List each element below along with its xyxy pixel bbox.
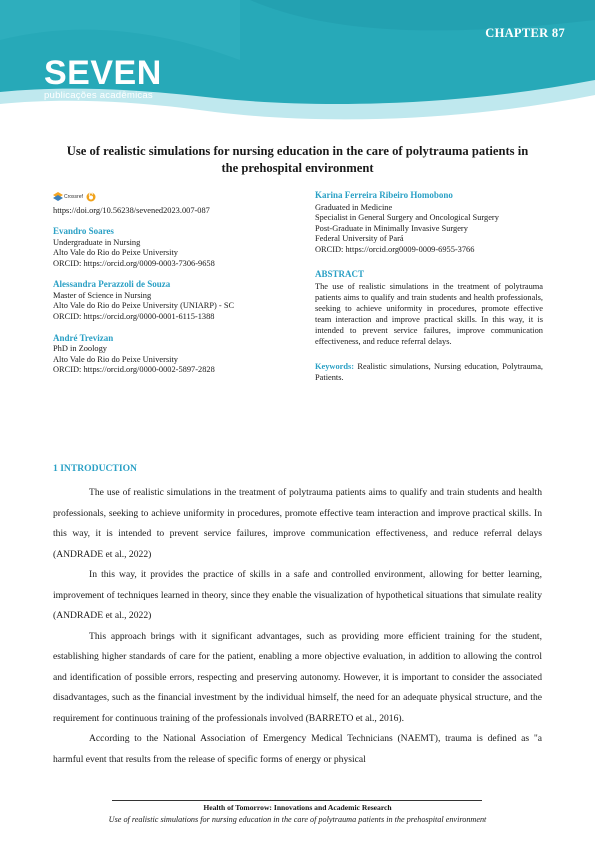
badges-row xyxy=(53,190,293,204)
author-orcid[interactable]: ORCID: https://orcid.org/0000-0002-5897-2828 xyxy=(53,365,215,375)
doi-link[interactable]: https://doi.org/10.56238/sevened2023.007-087 xyxy=(53,206,210,215)
author-block xyxy=(53,333,293,376)
author-orcid[interactable]: ORCID: https://orcid.org/0009-0003-7306-9658 xyxy=(53,258,215,268)
author-postgrad: Post-Graduate in Minimally Invasive Surgery xyxy=(315,223,468,233)
author-affiliation: Alto Vale do Rio do Peixe University xyxy=(53,248,178,258)
author-orcid[interactable]: ORCID: https://orcid.org0009-0009-6955-3766 xyxy=(315,244,475,254)
introduction-body xyxy=(53,483,542,770)
crossref-badge[interactable] xyxy=(53,192,83,202)
footer-divider xyxy=(112,800,482,801)
article-title: Use of realistic simulations for nursing education in the care of polytrauma patients in the prehospital environment xyxy=(66,144,529,175)
author-name: Evandro Soares xyxy=(53,226,114,236)
body-paragraph: The use of realistic simulations in the treatment of polytrauma patients aims to qualify and train students and health professionals, seeking to achieve uniformity in procedures, promote effective team interaction and improve practical skills. In this way, it is intended to prevent service failures, improve communication effectiveness, and reduce referral delays (ANDRADE et al., 2022) xyxy=(53,487,542,560)
body-paragraph: According to the National Association of Emergency Medical Technicians (NAEMT), trauma is defined as "a harmful event that results from the release of specific forms of energy or physical xyxy=(53,733,542,765)
crossref-icon xyxy=(53,192,63,202)
right-column xyxy=(315,190,543,383)
author-name: André Trevizan xyxy=(53,332,114,343)
author-block xyxy=(53,279,293,322)
open-access-icon xyxy=(86,192,96,202)
author-affiliation: Alto Vale do Rio do Peixe University xyxy=(53,354,178,364)
logo-wordmark: SEVEN xyxy=(44,54,162,92)
crossref-label: Crossref xyxy=(64,194,83,200)
author-specialty: Specialist in General Surgery and Oncological Surgery xyxy=(315,213,499,223)
author-name: Karina Ferreira Ribeiro Homobono xyxy=(315,190,453,200)
logo-tagline: publicações acadêmicas xyxy=(44,90,153,101)
keywords-text: Realistic simulations, Nursing education, Polytrauma, Patients. xyxy=(315,362,543,383)
footer-journal-title: Health of Tomorrow: Innovations and Academic Research xyxy=(203,803,392,812)
author-orcid[interactable]: ORCID: https://orcid.org/0000-0001-6115-1388 xyxy=(53,311,215,321)
author-degree: Undergraduate in Nursing xyxy=(53,237,141,247)
chapter-label: CHAPTER 87 xyxy=(485,26,565,40)
author-name: Alessandra Perazzoli de Souza xyxy=(53,279,171,290)
author-affiliation: Federal University of Pará xyxy=(315,234,404,244)
left-column xyxy=(53,190,293,376)
publisher-logo xyxy=(44,54,162,102)
body-paragraph: In this way, it provides the practice of skills in a safe and controlled environment, allowing for better learning, improvement of techniques learned in theory, since they enable the visualization of hypothetical situations that simulate reality (ANDRADE et al., 2022) xyxy=(53,569,542,621)
keywords-label: Keywords: xyxy=(315,362,355,372)
author-degree: Graduated in Medicine xyxy=(315,202,393,212)
author-block xyxy=(53,226,293,269)
footer-chapter-title: Use of realistic simulations for nursing education in the care of polytrauma patients in the prehospital environment xyxy=(108,815,487,824)
keywords xyxy=(315,361,543,383)
author-block xyxy=(315,190,543,255)
header-banner xyxy=(0,0,595,130)
section-heading-introduction: 1 INTRODUCTION xyxy=(53,463,137,474)
body-paragraph: This approach brings with it significant advantages, such as providing more efficient training for the student, establishing higher standards of care for the patient, enabling a more objective evaluation, in addition to allowing the control and identification of possible errors, respecting and preserving autonomy. However, it is important to consider the associated disadvantages, such as the financial investment by the individual himself, the need for an adequate physical structure, and the requirement for continuous training of the professionals involved (BARRETO et al., 2016). xyxy=(53,630,542,724)
author-affiliation: Alto Vale do Rio do Peixe University (UNIARP) - SC xyxy=(53,301,235,311)
author-degree: PhD in Zoology xyxy=(53,344,107,354)
abstract-text: The use of realistic simulations in the treatment of polytrauma patients aims to qualify and train students and health professionals, seeking to achieve uniformity in procedures, promote effective team interaction and improve practical skills. In this way, it is intended to prevent service failures, improve communication effectiveness, and reduce referral delays. xyxy=(315,282,543,347)
abstract-heading: ABSTRACT xyxy=(315,269,365,280)
author-degree: Master of Science in Nursing xyxy=(53,290,152,300)
